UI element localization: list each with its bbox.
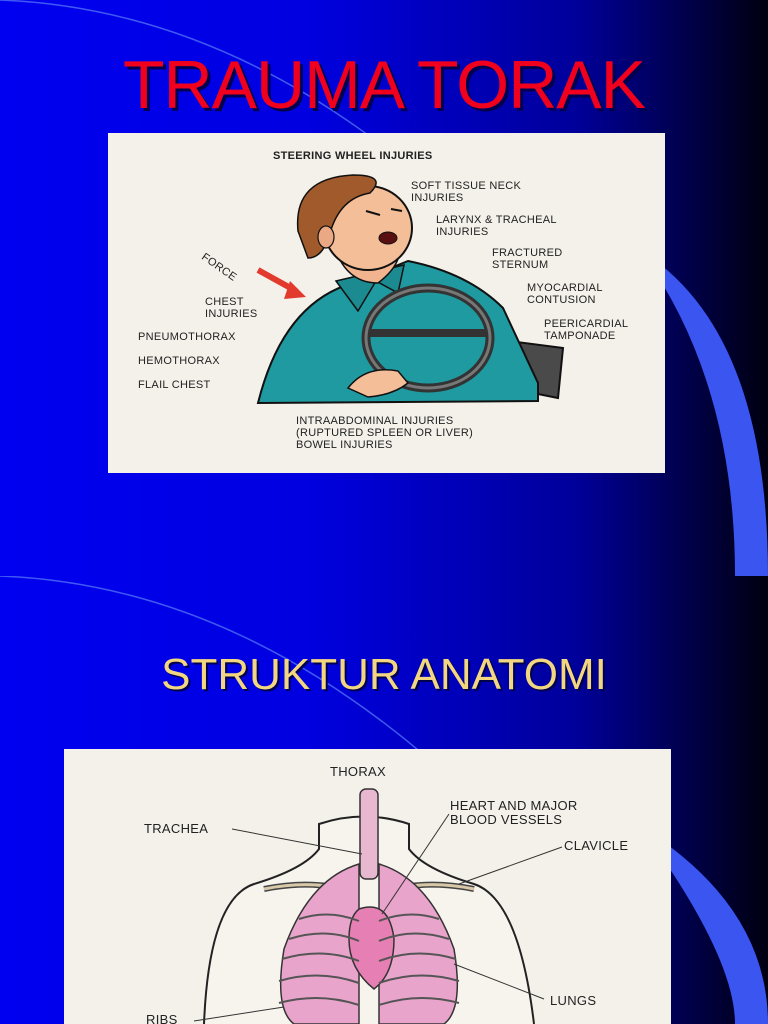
label-flail-chest: FLAIL CHEST — [138, 379, 211, 391]
label-lungs: LUNGS — [550, 993, 597, 1008]
label-pericardial: PEERICARDIAL TAMPONADE — [544, 318, 629, 342]
slide-struktur-anatomi — [0, 576, 768, 1024]
steering-wheel-figure — [108, 133, 665, 473]
label-soft-tissue: SOFT TISSUE NECK INJURIES — [411, 180, 522, 204]
label-abdominal: INTRAABDOMINAL INJURIES (RUPTURED SPLEEN OR LIVER) BOWEL INJURIES — [296, 415, 474, 451]
slide-title: STRUKTUR ANATOMI — [161, 650, 607, 699]
thorax-figure — [64, 749, 671, 1024]
figure-caption: STEERING WHEEL INJURIES — [273, 150, 433, 162]
thorax-illustration — [64, 749, 671, 1024]
label-chest: CHEST INJURIES — [205, 296, 258, 320]
label-myocardial: MYOCARDIAL CONTUSION — [527, 282, 603, 306]
label-trachea: TRACHEA — [144, 821, 209, 836]
label-ribs: RIBS — [146, 1012, 178, 1024]
label-larynx: LARYNX & TRACHEAL INJURIES — [436, 214, 557, 238]
slide-title: TRAUMA TORAK — [122, 47, 646, 123]
label-clavicle: CLAVICLE — [564, 838, 629, 853]
label-sternum: FRACTURED STERNUM — [492, 247, 563, 271]
figure-caption: THORAX — [330, 764, 386, 779]
label-heart: HEART AND MAJOR BLOOD VESSELS — [450, 798, 578, 827]
label-force: FORCE — [199, 251, 239, 284]
label-pneumothorax: PNEUMOTHORAX — [138, 331, 236, 343]
label-hemothorax: HEMOTHORAX — [138, 355, 220, 367]
